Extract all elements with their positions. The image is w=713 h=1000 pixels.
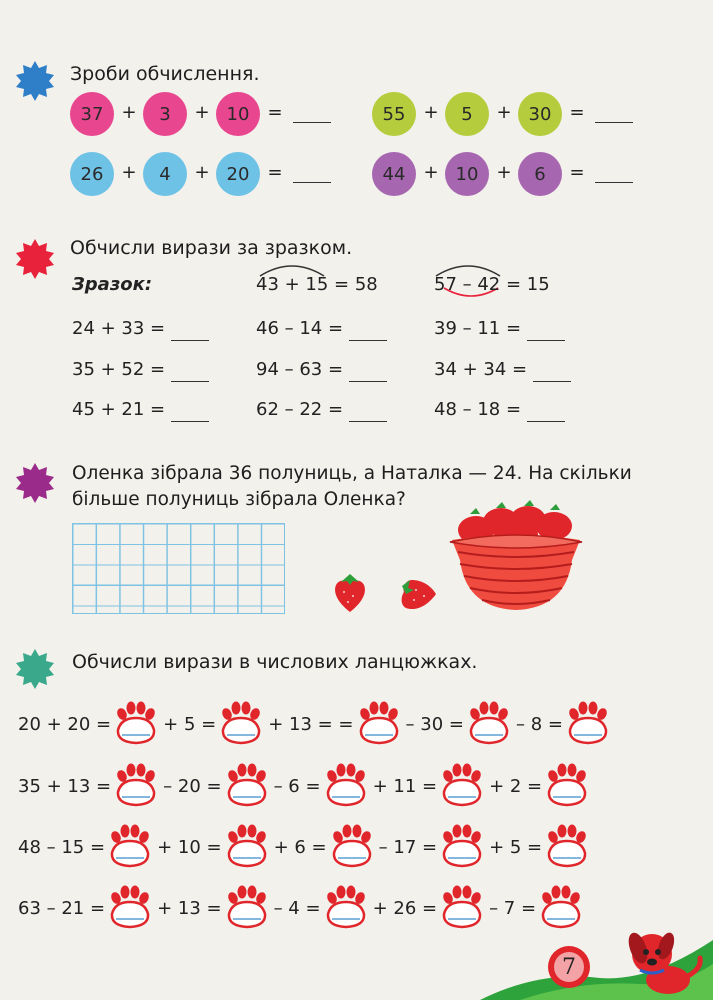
- strawberry-icon-2: [396, 576, 438, 612]
- chain-step: + 13 = =: [268, 714, 354, 735]
- operator: +: [121, 102, 137, 123]
- strawberry-basket-icon: [446, 500, 586, 618]
- task3-line1: Оленка зібрала 36 полуниць, а Наталка — 24. На скільки: [72, 463, 632, 484]
- paw-answer-icon[interactable]: [329, 823, 375, 869]
- chain-step: – 8 =: [515, 714, 563, 735]
- task2-title: Обчисли вирази за зразком.: [70, 237, 353, 259]
- answer-blank[interactable]: [293, 122, 331, 123]
- answer-blank[interactable]: [349, 340, 387, 341]
- number-circle: 3: [143, 92, 187, 136]
- paw-answer-icon[interactable]: [565, 700, 611, 746]
- task1-title: Зроби обчислення.: [70, 63, 260, 85]
- answer-blank[interactable]: [595, 182, 633, 183]
- paw-answer-icon[interactable]: [107, 823, 153, 869]
- number-circle: 10: [216, 92, 260, 136]
- expression: 46 – 14 =: [256, 318, 344, 339]
- chain-step: – 4 =: [273, 898, 321, 919]
- paw-answer-icon[interactable]: [323, 762, 369, 808]
- operator: +: [194, 162, 210, 183]
- chain-step: – 30 =: [405, 714, 464, 735]
- answer-blank[interactable]: [171, 381, 209, 382]
- task2-red-star-icon: [14, 238, 56, 280]
- chain-start: 20 + 20 =: [18, 714, 112, 735]
- chain-step: – 20 =: [163, 776, 222, 797]
- chain-step: + 5 =: [163, 714, 217, 735]
- chain-start: 63 – 21 =: [18, 898, 106, 919]
- answer-blank[interactable]: [171, 421, 209, 422]
- paw-answer-icon[interactable]: [113, 762, 159, 808]
- number-circle: 55: [372, 92, 416, 136]
- chain-start: 48 – 15 =: [18, 837, 106, 858]
- operator: +: [423, 102, 439, 123]
- paw-answer-icon[interactable]: [544, 823, 590, 869]
- paw-answer-icon[interactable]: [466, 700, 512, 746]
- paw-answer-icon[interactable]: [356, 700, 402, 746]
- paw-answer-icon[interactable]: [538, 884, 584, 930]
- paw-answer-icon[interactable]: [439, 884, 485, 930]
- answer-blank[interactable]: [527, 340, 565, 341]
- operator: +: [121, 162, 137, 183]
- chain-start: 35 + 13 =: [18, 776, 112, 797]
- answer-blank[interactable]: [349, 421, 387, 422]
- chain-step: + 26 =: [372, 898, 438, 919]
- expression: 24 + 33 =: [72, 318, 166, 339]
- task4-teal-star-icon: [14, 648, 56, 690]
- operator: +: [423, 162, 439, 183]
- chain-step: + 6 =: [273, 837, 327, 858]
- paw-answer-icon[interactable]: [224, 884, 270, 930]
- number-circle: 37: [70, 92, 114, 136]
- paw-answer-icon[interactable]: [224, 762, 270, 808]
- chain-step: + 2 =: [489, 776, 543, 797]
- chain-step: + 5 =: [489, 837, 543, 858]
- number-circle: 5: [445, 92, 489, 136]
- expression: 94 – 63 =: [256, 359, 344, 380]
- chain-step: – 17 =: [378, 837, 438, 858]
- number-circle: 4: [143, 152, 187, 196]
- paw-answer-icon[interactable]: [323, 884, 369, 930]
- chain-step: + 11 =: [372, 776, 438, 797]
- answer-blank[interactable]: [349, 381, 387, 382]
- sample-label: Зразок:: [72, 274, 153, 295]
- expression: 34 + 34 =: [434, 359, 528, 380]
- page-number: 7: [554, 952, 584, 982]
- operator: +: [496, 162, 512, 183]
- task4-title: Обчисли вирази в числових ланцюжках.: [72, 651, 478, 673]
- expression: 35 + 52 =: [72, 359, 166, 380]
- number-circle: 44: [372, 152, 416, 196]
- number-circle: 30: [518, 92, 562, 136]
- page-number-badge: [548, 946, 590, 988]
- answer-grid[interactable]: [72, 523, 285, 614]
- paw-answer-icon[interactable]: [218, 700, 264, 746]
- number-circle: 20: [216, 152, 260, 196]
- answer-blank[interactable]: [171, 340, 209, 341]
- number-circle: 10: [445, 152, 489, 196]
- operator: +: [496, 102, 512, 123]
- operator: =: [569, 102, 585, 123]
- expression: 45 + 21 =: [72, 399, 166, 420]
- answer-blank[interactable]: [533, 381, 571, 382]
- answer-blank[interactable]: [595, 122, 633, 123]
- expression: 62 – 22 =: [256, 399, 344, 420]
- sample-example-2: 57 – 42 = 15: [434, 274, 550, 295]
- strawberry-icon: [331, 570, 369, 614]
- paw-answer-icon[interactable]: [544, 762, 590, 808]
- task3-purple-star-icon: [14, 462, 56, 504]
- paw-answer-icon[interactable]: [224, 823, 270, 869]
- paw-answer-icon[interactable]: [107, 884, 153, 930]
- task3-line2: більше полуниць зібрала Оленка?: [72, 489, 406, 510]
- puppy-icon: [618, 924, 708, 998]
- number-circle: 26: [70, 152, 114, 196]
- operator: =: [569, 162, 585, 183]
- expression: 48 – 18 =: [434, 399, 522, 420]
- expression: 39 – 11 =: [434, 318, 522, 339]
- operator: +: [194, 102, 210, 123]
- paw-answer-icon[interactable]: [439, 762, 485, 808]
- operator: =: [267, 162, 283, 183]
- chain-step: + 13 =: [157, 898, 222, 919]
- paw-answer-icon[interactable]: [113, 700, 159, 746]
- task1-blue-star-icon: [14, 60, 56, 102]
- sample-example-1: 43 + 15 = 58: [256, 274, 378, 295]
- answer-blank[interactable]: [293, 182, 331, 183]
- chain-step: + 10 =: [157, 837, 222, 858]
- number-circle: 6: [518, 152, 562, 196]
- answer-blank[interactable]: [527, 421, 565, 422]
- operator: =: [267, 102, 283, 123]
- chain-step: – 6 =: [273, 776, 321, 797]
- chain-step: – 7 =: [489, 898, 537, 919]
- paw-answer-icon[interactable]: [439, 823, 485, 869]
